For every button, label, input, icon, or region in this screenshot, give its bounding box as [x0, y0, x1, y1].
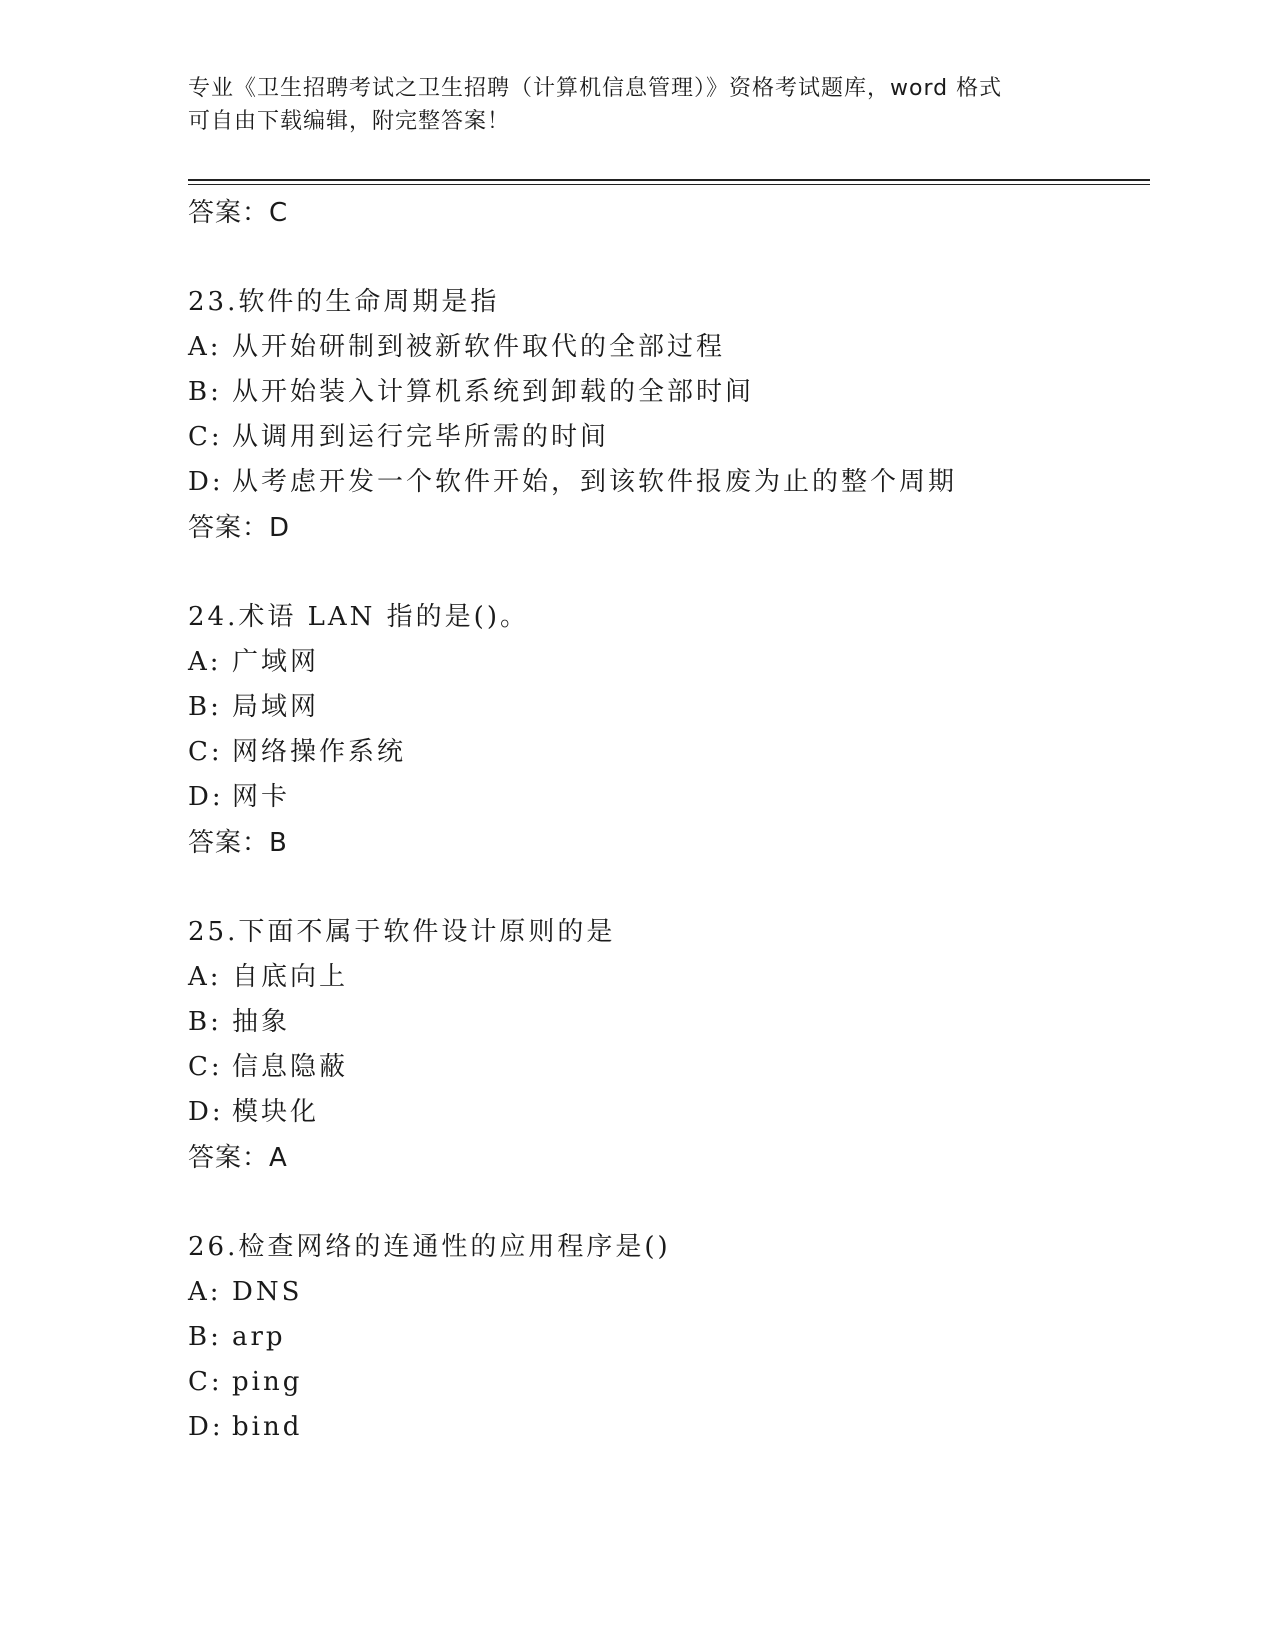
- option-c: [188, 730, 1148, 775]
- option-text: 网卡: [232, 782, 291, 812]
- option-a: [188, 640, 1148, 685]
- option-letter: D:: [188, 1097, 224, 1127]
- answer-line: 答案：C: [188, 198, 289, 228]
- option-letter: A:: [188, 647, 222, 677]
- option-letter: B:: [188, 1322, 222, 1352]
- answer-line: 答案：B: [188, 828, 288, 858]
- option-letter: A:: [188, 962, 222, 992]
- question-stem: 26.检查网络的连通性的应用程序是(): [188, 1232, 671, 1262]
- option-c: [188, 1045, 1148, 1090]
- option-letter: A:: [188, 332, 222, 362]
- option-a: [188, 325, 1148, 370]
- question-stem: 24.术语 LAN 指的是()。: [188, 602, 529, 632]
- option-text: 局域网: [232, 692, 320, 722]
- question-block: [188, 595, 1148, 866]
- header-rule-thin: [188, 184, 1150, 185]
- option-text: 从开始研制到被新软件取代的全部过程: [232, 332, 726, 362]
- question-block: [188, 1225, 1148, 1450]
- option-letter: C:: [188, 1052, 223, 1082]
- option-a: [188, 1270, 1148, 1315]
- option-letter: C:: [188, 422, 223, 452]
- option-a: [188, 955, 1148, 1000]
- option-b: [188, 1000, 1148, 1045]
- option-text: 从开始装入计算机系统到卸载的全部时间: [232, 377, 755, 407]
- option-text: bind: [232, 1412, 303, 1442]
- answer-line: 答案：D: [188, 513, 291, 543]
- header-line-1: 专业《卫生招聘考试之卫生招聘（计算机信息管理）》资格考试题库，word 格式: [188, 76, 1003, 101]
- option-text: 从调用到运行完毕所需的时间: [232, 422, 610, 452]
- option-text: 信息隐蔽: [232, 1052, 349, 1082]
- document-header: [188, 72, 1068, 138]
- header-rule-thick: [188, 179, 1150, 181]
- option-letter: D:: [188, 1412, 224, 1442]
- option-text: 模块化: [232, 1097, 320, 1127]
- question-block: [188, 910, 1148, 1181]
- header-line-2: 可自由下载编辑，附完整答案！: [188, 109, 511, 134]
- option-text: 抽象: [232, 1007, 291, 1037]
- question-list: [188, 190, 1148, 1450]
- option-d: [188, 460, 1148, 505]
- option-letter: B:: [188, 377, 222, 407]
- option-b: [188, 370, 1148, 415]
- option-d: [188, 1405, 1148, 1450]
- answer-line: 答案：A: [188, 1143, 288, 1173]
- option-letter: C:: [188, 737, 223, 767]
- option-c: [188, 415, 1148, 460]
- option-text: 网络操作系统: [232, 737, 407, 767]
- question-block: [188, 280, 1148, 551]
- option-text: DNS: [232, 1277, 303, 1307]
- question-stem: 23.软件的生命周期是指: [188, 287, 500, 317]
- question-stem: 25.下面不属于软件设计原则的是: [188, 917, 616, 947]
- option-text: 广域网: [232, 647, 320, 677]
- option-text: 从考虑开发一个软件开始，到该软件报废为止的整个周期: [232, 467, 958, 497]
- option-d: [188, 1090, 1148, 1135]
- option-text: 自底向上: [232, 962, 349, 992]
- option-letter: C:: [188, 1367, 223, 1397]
- option-text: arp: [232, 1322, 286, 1352]
- option-letter: A:: [188, 1277, 222, 1307]
- option-b: [188, 1315, 1148, 1360]
- option-letter: B:: [188, 1007, 222, 1037]
- option-letter: D:: [188, 467, 224, 497]
- option-letter: B:: [188, 692, 222, 722]
- option-b: [188, 685, 1148, 730]
- option-letter: D:: [188, 782, 224, 812]
- option-c: [188, 1360, 1148, 1405]
- option-d: [188, 775, 1148, 820]
- option-text: ping: [232, 1367, 303, 1397]
